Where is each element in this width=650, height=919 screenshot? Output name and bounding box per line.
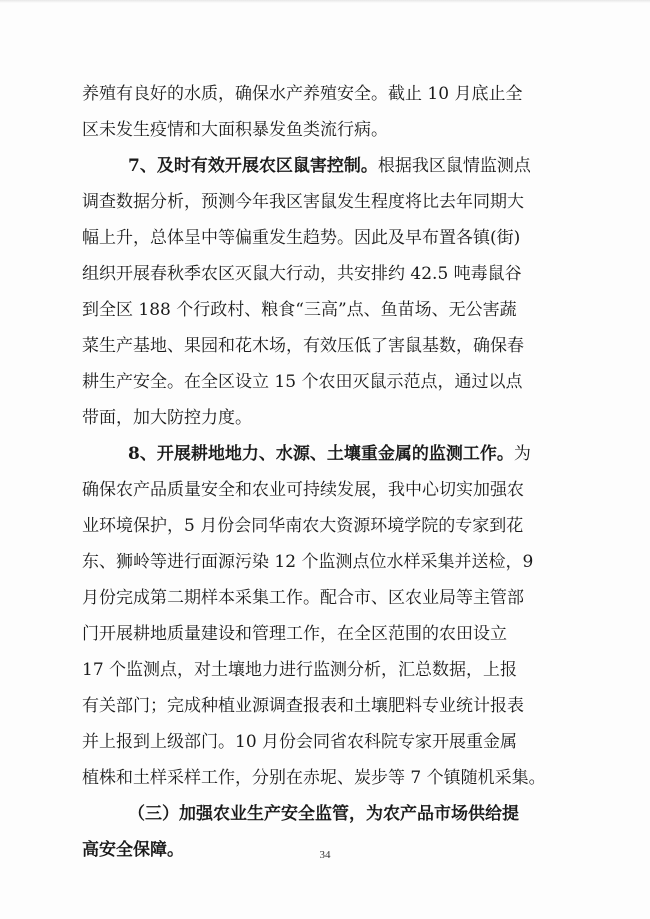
text-line: 门开展耕地质量建设和管理工作，在全区范围的农田设立 xyxy=(82,624,507,644)
page-scan-edge xyxy=(0,0,650,3)
paragraph-first-line xyxy=(82,436,558,472)
text-line: 并上报到上级部门。10 月份会同省农科院专家开展重金属 xyxy=(82,732,518,752)
document-body xyxy=(82,76,558,868)
text-line: 业环境保护，5 月份会同华南农大资源环境学院的专家到花 xyxy=(82,516,524,536)
text-line: 区未发生疫情和大面积暴发鱼类流行病。 xyxy=(82,120,388,140)
section-heading-line: 高安全保障。 xyxy=(82,840,184,860)
item-heading: 8、开展耕地地力、水源、土壤重金属的监测工作。 xyxy=(128,444,514,464)
text-line: 带面，加大防控力度。 xyxy=(82,408,252,428)
paragraph-first-line xyxy=(82,148,558,184)
text-run: 为 xyxy=(513,444,531,464)
text-line: 月份完成第二期样本采集工作。配合市、区农业局等主管部 xyxy=(82,588,524,608)
text-line: 确保农产品质量安全和农业可持续发展，我中心切实加强农 xyxy=(82,480,524,500)
text-run: 根据我区鼠情监测点 xyxy=(377,156,531,176)
paragraph-rodent-control xyxy=(82,148,558,436)
text-line: 组织开展春秋季农区灭鼠大行动，共安排约 42.5 吨毒鼠谷 xyxy=(82,264,522,284)
text-line: 菜生产基地、果园和花木场，有效压低了害鼠基数，确保春 xyxy=(82,336,524,356)
text-line: 耕生产安全。在全区设立 15 个农田灭鼠示范点，通过以点 xyxy=(82,372,523,392)
paragraph-water-quality xyxy=(82,76,558,148)
page-number: 34 xyxy=(319,849,331,861)
text-line: 植株和土样采样工作，分别在赤坭、炭步等 7 个镇随机采集。 xyxy=(82,768,546,788)
item-heading: 7、及时有效开展农区鼠害控制。 xyxy=(128,156,378,176)
paragraph-soil-monitoring xyxy=(82,436,558,796)
text-line: 17 个监测点，对土壤地力进行监测分析，汇总数据，上报 xyxy=(82,660,518,680)
text-line: 东、狮岭等进行面源污染 12 个监测点位水样采集并送检，9 xyxy=(82,552,534,572)
text-line: 养殖有良好的水质，确保水产养殖安全。截止 10 月底止全 xyxy=(82,84,523,104)
section-heading-line: （三）加强农业生产安全监管，为农产品市场供给提 xyxy=(128,804,519,824)
text-line: 到全区 188 个行政村、粮食“三高”点、鱼苗场、无公害蔬 xyxy=(82,300,517,320)
text-line: 幅上升，总体呈中等偏重发生趋势。因此及早布置各镇(街) xyxy=(82,228,521,248)
text-line: 调查数据分析，预测今年我区害鼠发生程度将比去年同期大 xyxy=(82,192,524,212)
text-line: 有关部门；完成种植业源调查报表和土壤肥料专业统计报表 xyxy=(82,696,524,716)
